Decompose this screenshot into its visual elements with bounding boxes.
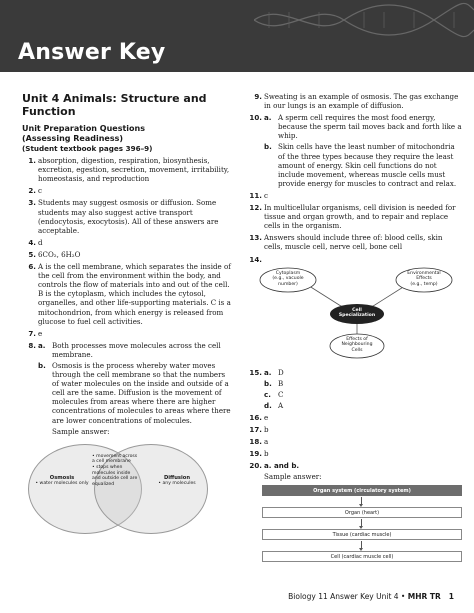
answer-item: 19. b: [249, 449, 269, 459]
sample-answer-label: Sample answer:: [264, 472, 322, 482]
answer-item: 9. Sweating is an example of osmosis. The gas exchange in our lungs is an example of diffusion.: [254, 92, 459, 111]
dna-helix-decoration: [254, 0, 474, 40]
footer-text: Biology 11 Answer Key Unit 4 •: [288, 592, 408, 601]
answer-item: 20. a. and b. Sample answer:: [248, 461, 462, 481]
answer-item: 4. d: [28, 237, 43, 247]
answer-item: 3. Students may suggest osmosis or diffusion. Some students may also suggest active transport (endocytosis, exocytosis). All of these answers are acceptable.: [28, 198, 219, 235]
answer-item: 12. In multicellular organisms, cell division is needed for tissue and organ growth, and to repair and replace cells in the organism.: [249, 203, 456, 231]
venn-diagram: [28, 440, 208, 536]
sample-answer-label: Sample answer:: [52, 426, 110, 436]
unit-title: Unit 4 Animals: Structure and Function: [22, 92, 207, 118]
section-subtitle: (Assessing Readiness): [22, 134, 124, 143]
page-number: 1: [448, 592, 454, 601]
arrow-icon: [361, 541, 362, 548]
answer-item: 18. a: [249, 437, 269, 447]
flow-organ: Organ (heart): [262, 507, 462, 518]
venn-right-title: Diffusion: [163, 474, 191, 481]
sub-answer: a. A sperm cell requires the most food energy, because the sperm tail moves back and forth like a whip.: [264, 113, 462, 141]
answer-item: 5. 6CO₂, 6H₂O: [28, 249, 81, 259]
arrow-icon: [361, 519, 362, 526]
right-column: [248, 92, 462, 565]
page-title: Answer Key: [18, 40, 166, 65]
answer-item: 10. a. A sperm cell requires the most food energy, because the sperm tail moves back and forth like a whip. b. Skin cells have the least number of mitochondria of the three types because they require the least amount of energy. Skin cell functions do not include movement, whereas muscle cells must provide energy for muscles to contract and relax.: [249, 113, 462, 188]
answer-item: 15. a. D b. B c. C d. A: [249, 367, 284, 410]
answer-item: 1. absorption, digestion, respiration, biosynthesis, excretion, egestion, secretion, movement, irritability, homeostasis, and reproduction: [28, 156, 230, 184]
answer-item: 2. c: [28, 186, 42, 196]
answer-item: 8. a. Both processes move molecules across the cell membrane. b. Osmosis is the process whereby water moves through the cell membrane so that the numbers of water molecules on the inside and outside of a cell are the same. Diffusion is the movement of molecules from areas where there are higher concentrations of molecules to areas where there are lower concentrations of molecules. Sample answer:: [28, 340, 231, 436]
venn-middle-text: • movement across a cell membrane • stops when molecules inside and outside cell are equalized: [92, 453, 138, 487]
concept-map: [248, 266, 462, 362]
sub-answer: b. Skin cells have the least number of mitochondria of the three types because they require the least amount of energy. Skin cell functions do not include movement, whereas muscle cells must provide energy for muscles to contract and relax.: [264, 142, 457, 188]
flow-organ-system: Organ system (circulatory system): [262, 485, 462, 496]
answer-item: 11. c: [249, 190, 268, 200]
map-node-environmental: Environmental Effects (e.g., temp): [407, 270, 441, 287]
venn-right-text: • any molecules: [158, 481, 196, 487]
flowchart: [262, 485, 462, 565]
header-banner: [0, 0, 474, 72]
answer-item: 13. Answers should include three of: blood cells, skin cells, muscle cell, nerve cell, bone cell: [249, 233, 443, 252]
footer-brand: MHR TR: [407, 592, 441, 601]
section-title: Unit Preparation Questions: [22, 124, 145, 133]
answer-item: 7. e: [28, 328, 43, 338]
answer-item: 6. A is the cell membrane, which separates the inside of the cell from the environment within the body, and controls the flow of materials into and out of the cell. B is the cytoplasm, which includes the cytosol, organelles, and other life-supporting materials. C is a mitochondrion, from which energy is released from glucose to fuel cell activities.: [28, 262, 231, 326]
map-node-cytoplasm: Cytoplasm (e.g., vacuole number): [272, 270, 304, 287]
textbook-pages: (Student textbook pages 396–9): [22, 144, 153, 153]
sub-answer: b. Osmosis is the process whereby water moves through the cell membrane so that the numbers of water molecules on the inside and outside of a cell are the same. Diffusion is the movement of molecules from areas where there are higher concentrations of molecules to areas where there are lower concentrations of molecules. Sample answer:: [38, 360, 231, 436]
answer-item: 16. e: [249, 412, 269, 422]
venn-left-title: Osmosis: [49, 474, 75, 481]
map-node-neighbouring: Effects of Neighbouring Cells: [341, 336, 373, 353]
page-footer: [288, 592, 454, 601]
flow-cell: Cell (cardiac muscle cell): [262, 551, 462, 562]
arrow-icon: [361, 497, 362, 504]
venn-left-text: • water molecules only: [35, 481, 89, 487]
answer-item: 17. b: [249, 425, 269, 435]
answer-item: 14.: [249, 254, 262, 264]
sub-answer: a. Both processes move molecules across the cell membrane.: [38, 340, 221, 359]
flow-tissue: Tissue (cardiac muscle): [262, 529, 462, 540]
map-node-center: Cell Specialization: [338, 307, 376, 319]
left-column: [22, 92, 232, 536]
